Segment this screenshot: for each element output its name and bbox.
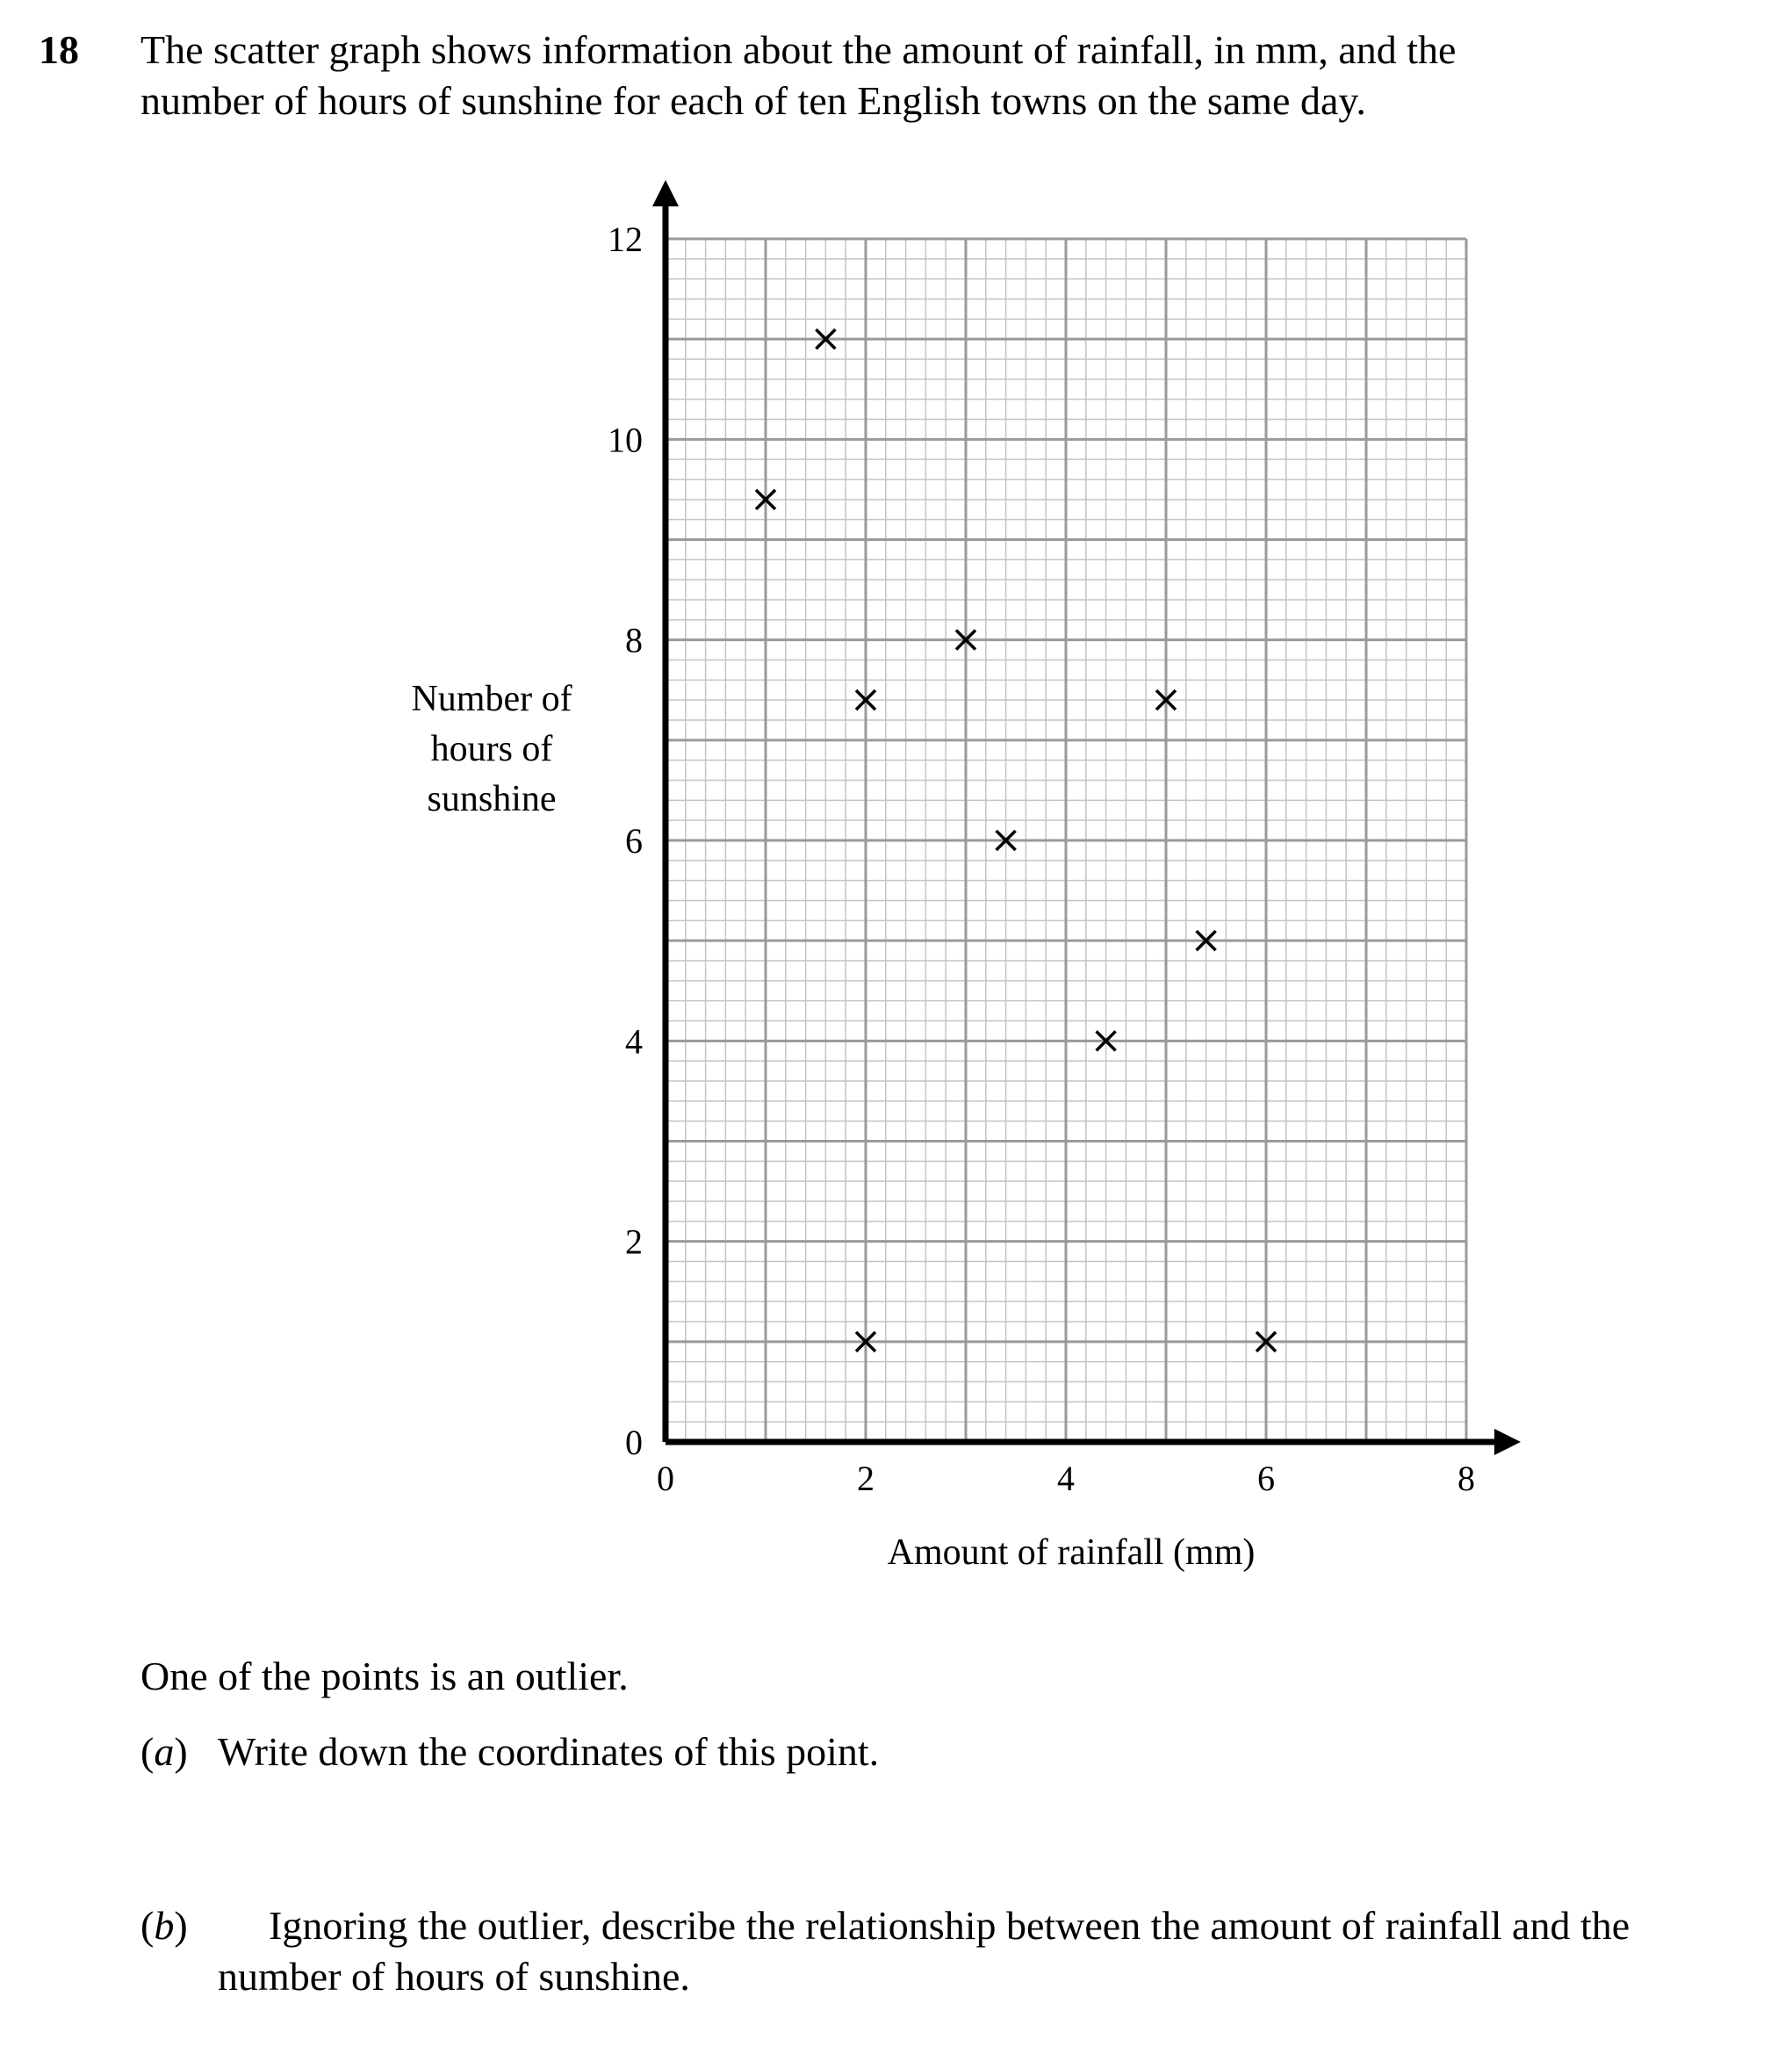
part-a-label-close: ) (174, 1729, 188, 1774)
tick-labels (608, 220, 1475, 1498)
part-a-label-open: ( (140, 1729, 155, 1774)
question-intro-line-1: The scatter graph shows information about the amount of rainfall, in mm, and the (140, 27, 1457, 72)
x-tick-label: 6 (1257, 1459, 1275, 1498)
question-intro-line-2: number of hours of sunshine for each of ten English towns on the same day. (140, 78, 1366, 123)
y-tick-label: 0 (625, 1423, 643, 1462)
part-b-text-line-2: number of hours of sunshine. (218, 1954, 690, 1999)
y-axis-arrowhead (652, 180, 679, 206)
y-tick-label: 10 (608, 420, 643, 460)
part-b-label-open: ( (140, 1903, 155, 1948)
x-tick-label: 8 (1457, 1459, 1475, 1498)
y-axis-label-line-1: Number of (411, 679, 572, 719)
part-b-label-letter: b (154, 1903, 175, 1948)
x-axis-arrowhead (1494, 1429, 1521, 1455)
part-b-label-close: ) (174, 1903, 188, 1948)
y-tick-label: 8 (625, 620, 643, 660)
x-axis-label: Amount of rainfall (mm) (887, 1532, 1256, 1573)
y-axis-label (334, 674, 650, 825)
part-b-label (140, 1900, 188, 1951)
part-a-label-letter: a (154, 1729, 175, 1774)
outlier-statement: One of the points is an outlier. (140, 1654, 629, 1698)
y-tick-label: 6 (625, 821, 643, 861)
y-tick-label: 2 (625, 1222, 643, 1262)
y-axis-label-line-3: sunshine (427, 779, 557, 819)
y-tick-label: 12 (608, 220, 643, 259)
question-number: 18 (39, 27, 79, 72)
x-tick-label: 2 (857, 1459, 874, 1498)
x-tick-label: 0 (657, 1459, 674, 1498)
y-tick-label: 4 (625, 1021, 643, 1062)
part-a-text: Write down the coordinates of this point. (218, 1729, 880, 1774)
y-axis-label-line-2: hours of (430, 729, 553, 769)
part-a-label (140, 1726, 188, 1777)
part-b-text (218, 1900, 1763, 2002)
part-b-text-line-1: Ignoring the outlier, describe the relationship between the amount of rainfall and the (269, 1903, 1630, 1948)
x-tick-label: 4 (1057, 1459, 1075, 1498)
